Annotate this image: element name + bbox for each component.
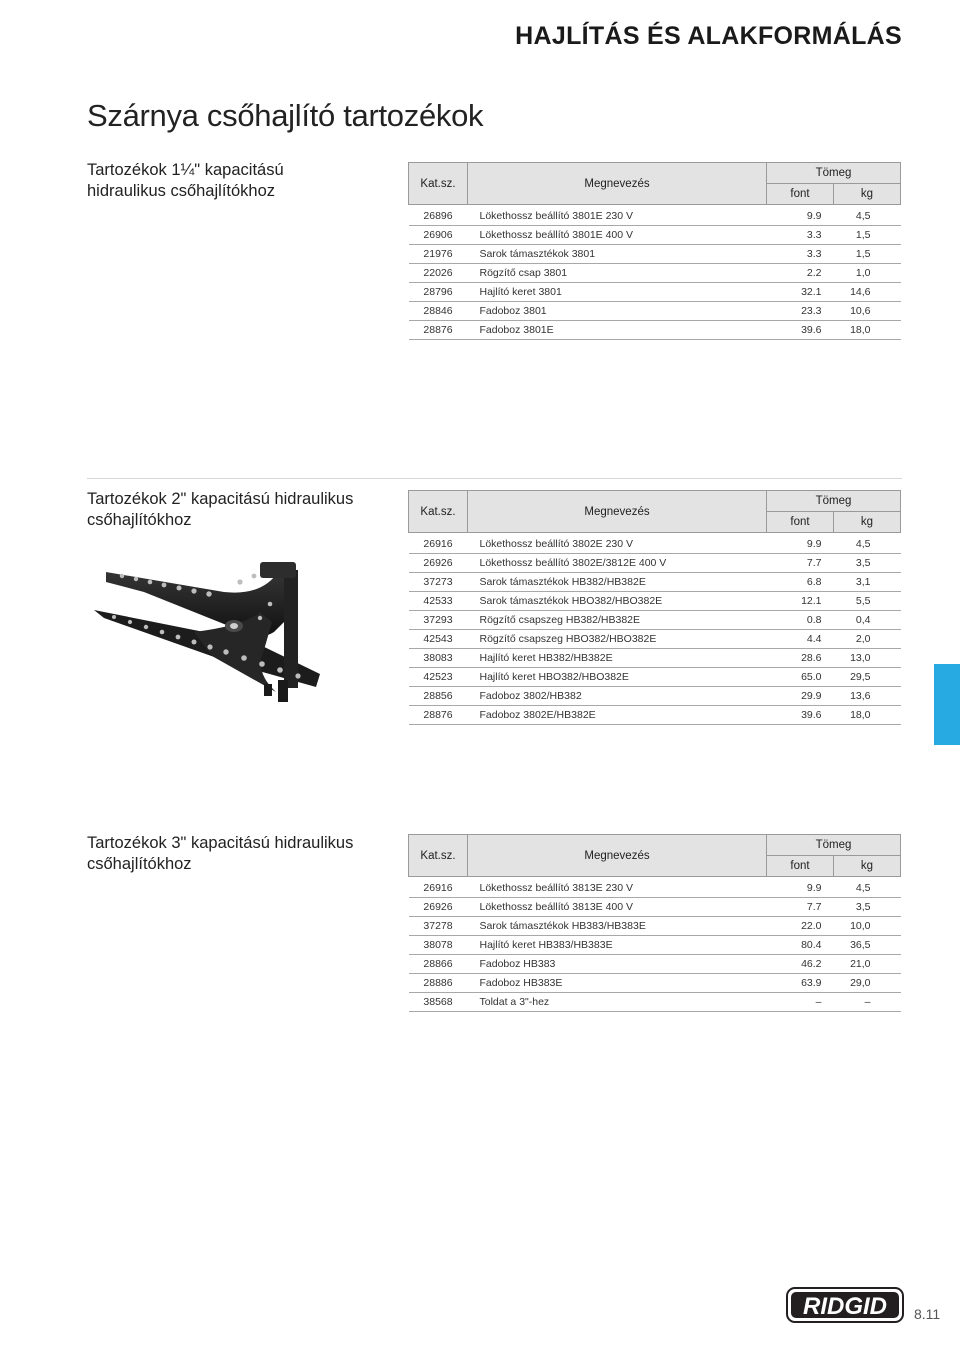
header-cat: Kat.sz. — [409, 491, 468, 533]
header-title: HAJLÍTÁS ÉS ALAKFORMÁLÁS — [515, 22, 902, 50]
page-number: 8.11 — [914, 1306, 941, 1322]
section-tab — [934, 664, 960, 745]
table-row — [409, 245, 901, 264]
row-cat-no: 38568 — [409, 993, 468, 1012]
row-weight-font: 3.3 — [767, 226, 834, 245]
header-cat: Kat.sz. — [409, 163, 468, 205]
row-weight-font: 9.9 — [767, 877, 834, 898]
row-name: Lökethossz beállító 3801E 230 V — [468, 205, 767, 226]
table-row — [409, 264, 901, 283]
table-row — [409, 936, 901, 955]
row-weight-kg: 3,5 — [834, 898, 901, 917]
row-cat-no: 28796 — [409, 283, 468, 302]
row-weight-font: 39.6 — [767, 321, 834, 340]
row-cat-no: 26926 — [409, 898, 468, 917]
header-font: font — [767, 856, 834, 877]
row-name: Rögzítő csapszeg HB382/HB382E — [468, 611, 767, 630]
row-name: Hajlító keret HBO382/HBO382E — [468, 668, 767, 687]
row-weight-kg: 13,0 — [834, 649, 901, 668]
row-weight-kg: 14,6 — [834, 283, 901, 302]
table-row — [409, 955, 901, 974]
header-name: Megnevezés — [468, 835, 767, 877]
header-weight: Tömeg — [767, 835, 901, 856]
table-row — [409, 554, 901, 573]
row-weight-kg: 18,0 — [834, 706, 901, 725]
header-weight: Tömeg — [767, 163, 901, 184]
row-weight-kg: 4,5 — [834, 533, 901, 554]
row-cat-no: 37273 — [409, 573, 468, 592]
row-weight-font: 63.9 — [767, 974, 834, 993]
row-name: Rögzítő csap 3801 — [468, 264, 767, 283]
row-name: Lökethossz beállító 3802E 230 V — [468, 533, 767, 554]
header-name: Megnevezés — [468, 163, 767, 205]
row-name: Lökethossz beállító 3802E/3812E 400 V — [468, 554, 767, 573]
row-cat-no: 26916 — [409, 533, 468, 554]
row-weight-kg: 4,5 — [834, 877, 901, 898]
row-weight-font: 9.9 — [767, 533, 834, 554]
row-cat-no: 28886 — [409, 974, 468, 993]
table-row — [409, 706, 901, 725]
row-cat-no: 26916 — [409, 877, 468, 898]
row-name: Fadoboz 3802/HB382 — [468, 687, 767, 706]
table-row — [409, 573, 901, 592]
row-weight-kg: 3,1 — [834, 573, 901, 592]
row-name: Toldat a 3"-hez — [468, 993, 767, 1012]
row-cat-no: 42533 — [409, 592, 468, 611]
row-name: Hajlító keret HB383/HB383E — [468, 936, 767, 955]
header-kg: kg — [834, 184, 901, 205]
row-cat-no: 42523 — [409, 668, 468, 687]
row-cat-no: 26906 — [409, 226, 468, 245]
table-row — [409, 649, 901, 668]
row-cat-no: 26926 — [409, 554, 468, 573]
header-kg: kg — [834, 512, 901, 533]
row-name: Lökethossz beállító 3801E 400 V — [468, 226, 767, 245]
table-row — [409, 533, 901, 554]
header-font: font — [767, 512, 834, 533]
table-row — [409, 302, 901, 321]
table-row — [409, 917, 901, 936]
row-weight-kg: 10,0 — [834, 917, 901, 936]
row-weight-kg: 0,4 — [834, 611, 901, 630]
row-cat-no: 22026 — [409, 264, 468, 283]
table-row — [409, 687, 901, 706]
row-weight-kg: 1,5 — [834, 226, 901, 245]
row-name: Lökethossz beállító 3813E 230 V — [468, 877, 767, 898]
row-cat-no: 28876 — [409, 706, 468, 725]
row-weight-font: 22.0 — [767, 917, 834, 936]
row-weight-font: 2.2 — [767, 264, 834, 283]
row-weight-font: 80.4 — [767, 936, 834, 955]
table-row — [409, 668, 901, 687]
table-row — [409, 630, 901, 649]
row-weight-font: 3.3 — [767, 245, 834, 264]
row-name: Fadoboz 3802E/HB382E — [468, 706, 767, 725]
row-cat-no: 38078 — [409, 936, 468, 955]
row-weight-font: 0.8 — [767, 611, 834, 630]
table-row — [409, 205, 901, 226]
header-font: font — [767, 184, 834, 205]
row-name: Sarok támasztékok HBO382/HBO382E — [468, 592, 767, 611]
row-weight-font: 6.8 — [767, 573, 834, 592]
row-weight-kg: – — [834, 993, 901, 1012]
header-weight: Tömeg — [767, 491, 901, 512]
row-weight-kg: 3,5 — [834, 554, 901, 573]
row-weight-kg: 5,5 — [834, 592, 901, 611]
table-row — [409, 611, 901, 630]
row-name: Fadoboz HB383 — [468, 955, 767, 974]
section-title-3: Tartozékok 3" kapacitású hidraulikus csőhajlítókhoz — [87, 834, 354, 873]
row-weight-font: 7.7 — [767, 554, 834, 573]
row-cat-no: 26896 — [409, 205, 468, 226]
table-row — [409, 283, 901, 302]
row-weight-kg: 1,5 — [834, 245, 901, 264]
row-weight-font: 28.6 — [767, 649, 834, 668]
row-weight-kg: 10,6 — [834, 302, 901, 321]
row-cat-no: 37293 — [409, 611, 468, 630]
row-cat-no: 38083 — [409, 649, 468, 668]
row-cat-no: 21976 — [409, 245, 468, 264]
row-cat-no: 28846 — [409, 302, 468, 321]
table-row — [409, 877, 901, 898]
row-weight-kg: 21,0 — [834, 955, 901, 974]
header-kg: kg — [834, 856, 901, 877]
row-weight-kg: 13,6 — [834, 687, 901, 706]
row-name: Hajlító keret 3801 — [468, 283, 767, 302]
row-cat-no: 42543 — [409, 630, 468, 649]
row-name: Fadoboz 3801 — [468, 302, 767, 321]
row-weight-font: 4.4 — [767, 630, 834, 649]
row-weight-font: 39.6 — [767, 706, 834, 725]
row-name: Sarok támasztékok HB382/HB382E — [468, 573, 767, 592]
header-name: Megnevezés — [468, 491, 767, 533]
row-name: Lökethossz beállító 3813E 400 V — [468, 898, 767, 917]
row-weight-kg: 2,0 — [834, 630, 901, 649]
row-weight-font: 46.2 — [767, 955, 834, 974]
row-weight-font: 7.7 — [767, 898, 834, 917]
row-name: Fadoboz 3801E — [468, 321, 767, 340]
row-cat-no: 28856 — [409, 687, 468, 706]
accessories-table-1 — [408, 162, 901, 340]
row-weight-font: 29.9 — [767, 687, 834, 706]
table-row — [409, 898, 901, 917]
table-row — [409, 993, 901, 1012]
header-cat: Kat.sz. — [409, 835, 468, 877]
table-row — [409, 592, 901, 611]
table-row — [409, 974, 901, 993]
row-cat-no: 28876 — [409, 321, 468, 340]
row-weight-font: 65.0 — [767, 668, 834, 687]
row-weight-kg: 36,5 — [834, 936, 901, 955]
row-weight-kg: 29,5 — [834, 668, 901, 687]
row-weight-font: 9.9 — [767, 205, 834, 226]
table-row — [409, 226, 901, 245]
section-title-1: Tartozékok 1¼" kapacitású hidraulikus csőhajlítókhoz — [87, 161, 284, 200]
ridgid-logo — [786, 1287, 904, 1323]
page-title: Szárnya csőhajlító tartozékok — [87, 98, 484, 133]
row-weight-font: – — [767, 993, 834, 1012]
row-cat-no: 37278 — [409, 917, 468, 936]
row-name: Sarok támasztékok HB383/HB383E — [468, 917, 767, 936]
row-weight-kg: 29,0 — [834, 974, 901, 993]
row-name: Fadoboz HB383E — [468, 974, 767, 993]
row-weight-font: 23.3 — [767, 302, 834, 321]
section-title-2: Tartozékok 2" kapacitású hidraulikus csőhajlítókhoz — [87, 490, 354, 529]
row-name: Sarok támasztékok 3801 — [468, 245, 767, 264]
row-name: Hajlító keret HB382/HB382E — [468, 649, 767, 668]
row-weight-kg: 1,0 — [834, 264, 901, 283]
row-weight-kg: 18,0 — [834, 321, 901, 340]
row-cat-no: 28866 — [409, 955, 468, 974]
accessories-table-3 — [408, 834, 901, 1012]
section-divider — [87, 478, 902, 479]
table-row — [409, 321, 901, 340]
logo-text: RIDGID — [803, 1293, 887, 1320]
accessories-table-2 — [408, 490, 901, 725]
bending-frame-image — [84, 552, 374, 742]
row-weight-kg: 4,5 — [834, 205, 901, 226]
row-weight-font: 12.1 — [767, 592, 834, 611]
row-weight-font: 32.1 — [767, 283, 834, 302]
row-name: Rögzítő csapszeg HBO382/HBO382E — [468, 630, 767, 649]
